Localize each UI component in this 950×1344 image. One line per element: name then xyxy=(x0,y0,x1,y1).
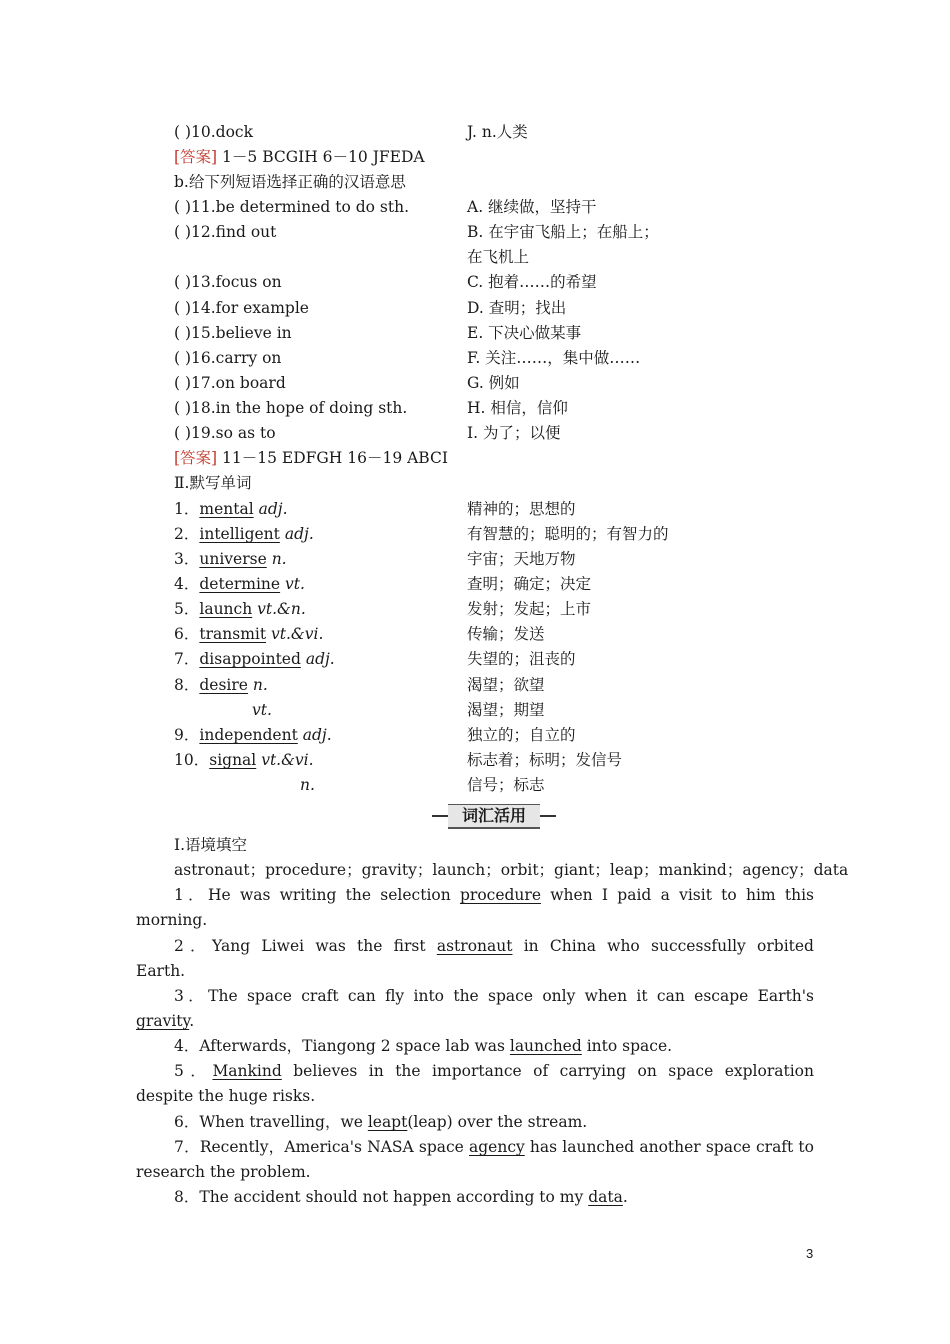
answer-word: procedure xyxy=(459,886,541,904)
answer-word: launched xyxy=(509,1037,582,1055)
phrase-right: E. 下决心做某事 xyxy=(467,324,582,342)
answer-word: gravity xyxy=(136,1012,190,1030)
answer-word: independent xyxy=(199,726,298,744)
word-entry: 10．signal vt.&vi. xyxy=(174,751,314,769)
phrase-right: H. 相信，信仰 xyxy=(467,399,568,417)
answer-word: data xyxy=(588,1188,623,1206)
answer-line-1 xyxy=(174,145,425,170)
answer-word: leapt xyxy=(367,1113,408,1131)
word-entry: 8．desire n. xyxy=(174,676,268,694)
sentence-7: 7．Recently，America's NASA space agency has launched another space craft to xyxy=(174,1138,814,1156)
sentence-2-continued: Earth. xyxy=(136,962,186,980)
answer-word: launch xyxy=(199,600,253,618)
sentence-3-continued: gravity. xyxy=(136,1012,195,1030)
word-meaning: 信号；标志 xyxy=(467,776,545,794)
sentence-1-continued: morning. xyxy=(136,911,208,929)
sentence-4: 4．Afterwards，Tiangong 2 space lab was launched into space. xyxy=(174,1037,673,1055)
section-banner xyxy=(432,804,556,828)
answer-text: 1－5 BCGIH 6－10 JFEDA xyxy=(222,148,425,166)
word-entry: 1．mental adj. xyxy=(174,500,288,518)
phrase-right: C. 抱着……的希望 xyxy=(467,273,597,291)
match-option-j: J. n.人类 xyxy=(467,123,528,141)
phrase-right: I. 为了；以便 xyxy=(467,424,561,442)
word-meaning: 发射；发起；上市 xyxy=(467,600,592,618)
banner-title: 词汇活用 xyxy=(448,804,540,829)
sentence-6: 6．When travelling，we leapt(leap) over the stream. xyxy=(174,1113,588,1131)
answer-word: mental xyxy=(199,500,254,518)
phrase-right: F. 关注……，集中做…… xyxy=(467,349,641,367)
answer-word: Mankind xyxy=(212,1062,282,1080)
answer-word: disappointed xyxy=(199,650,301,668)
word-entry: 6．transmit vt.&vi. xyxy=(174,625,324,643)
word-meaning: 精神的；思想的 xyxy=(467,500,576,518)
word-entry: 2．intelligent adj. xyxy=(174,525,314,543)
word-bank: astronaut；procedure；gravity；launch；orbit；giant；leap；mankind；agency；data xyxy=(174,861,849,879)
phrase-right: G. 例如 xyxy=(467,374,520,392)
word-meaning: 宇宙；天地万物 xyxy=(467,550,576,568)
word-entry: 3．universe n. xyxy=(174,550,287,568)
phrase-left: ( )19.so as to xyxy=(174,424,276,442)
word-meaning: 有智慧的；聪明的；有智力的 xyxy=(467,525,669,543)
word-meaning: 查明；确定；决定 xyxy=(467,575,592,593)
answer-word: determine xyxy=(199,575,281,593)
phrase-right: B. 在宇宙飞船上；在船上； xyxy=(467,223,659,241)
answer-word: desire xyxy=(199,676,248,694)
sentence-8: 8．The accident should not happen according to my data. xyxy=(174,1188,628,1206)
word-meaning: 传输；发送 xyxy=(467,625,545,643)
phrase-right: A. 继续做，坚持干 xyxy=(467,198,597,216)
phrase-right: D. 查明；找出 xyxy=(467,299,567,317)
phrase-left: ( )16.carry on xyxy=(174,349,282,367)
part-b-title: b.给下列短语选择正确的汉语意思 xyxy=(174,173,406,191)
answer-tag: [答案] xyxy=(174,148,218,166)
word-meaning: 渴望；期望 xyxy=(467,701,545,719)
answer-text: 11－15 EDFGH 16－19 ABCI xyxy=(222,449,448,467)
sentence-7-continued: research the problem. xyxy=(136,1163,311,1181)
phrase-left: ( )14.for example xyxy=(174,299,309,317)
sentence-3: 3．The space craft can fly into the space only when it can escape Earth's xyxy=(174,987,814,1005)
sentence-5-continued: despite the huge risks. xyxy=(136,1087,316,1105)
word-meaning: 标志着；标明；发信号 xyxy=(467,751,623,769)
sentence-2: 2．Yang Liwei was the first astronaut in China who successfully orbited xyxy=(174,937,814,955)
phrase-right-continued: 在飞机上 xyxy=(467,248,530,266)
phrase-left: ( )12.find out xyxy=(174,223,277,241)
answer-line-2 xyxy=(174,446,448,471)
phrase-left: ( )11.be determined to do sth. xyxy=(174,198,410,216)
answer-word: signal xyxy=(209,751,257,769)
word-pos-continued: vt. xyxy=(252,701,272,719)
sentence-5: 5．Mankind believes in the importance of carrying on space exploration xyxy=(174,1062,814,1080)
answer-tag: [答案] xyxy=(174,449,218,467)
word-entry: 7．disappointed adj. xyxy=(174,650,335,668)
part3-title: Ⅰ.语境填空 xyxy=(174,836,248,854)
phrase-left: ( )13.focus on xyxy=(174,273,282,291)
word-entry: 5．launch vt.&n. xyxy=(174,600,306,618)
word-entry: 9．independent adj. xyxy=(174,726,332,744)
answer-word: intelligent xyxy=(199,525,280,543)
word-pos-continued: n. xyxy=(300,776,315,794)
match-item-10: ( )10.dock xyxy=(174,123,253,141)
page-number: 3 xyxy=(806,1246,814,1261)
answer-word: transmit xyxy=(199,625,267,643)
answer-word: universe xyxy=(199,550,267,568)
word-meaning: 失望的；沮丧的 xyxy=(467,650,576,668)
word-meaning: 渴望；欲望 xyxy=(467,676,545,694)
part2-title: Ⅱ.默写单词 xyxy=(174,474,252,492)
word-meaning: 独立的；自立的 xyxy=(467,726,576,744)
answer-word: astronaut xyxy=(436,937,513,955)
answer-word: agency xyxy=(469,1138,525,1156)
word-entry: 4．determine vt. xyxy=(174,575,305,593)
phrase-left: ( )18.in the hope of doing sth. xyxy=(174,399,408,417)
sentence-1: 1．He was writing the selection procedure when I paid a visit to him this xyxy=(174,886,815,904)
phrase-left: ( )17.on board xyxy=(174,374,286,392)
phrase-left: ( )15.believe in xyxy=(174,324,292,342)
